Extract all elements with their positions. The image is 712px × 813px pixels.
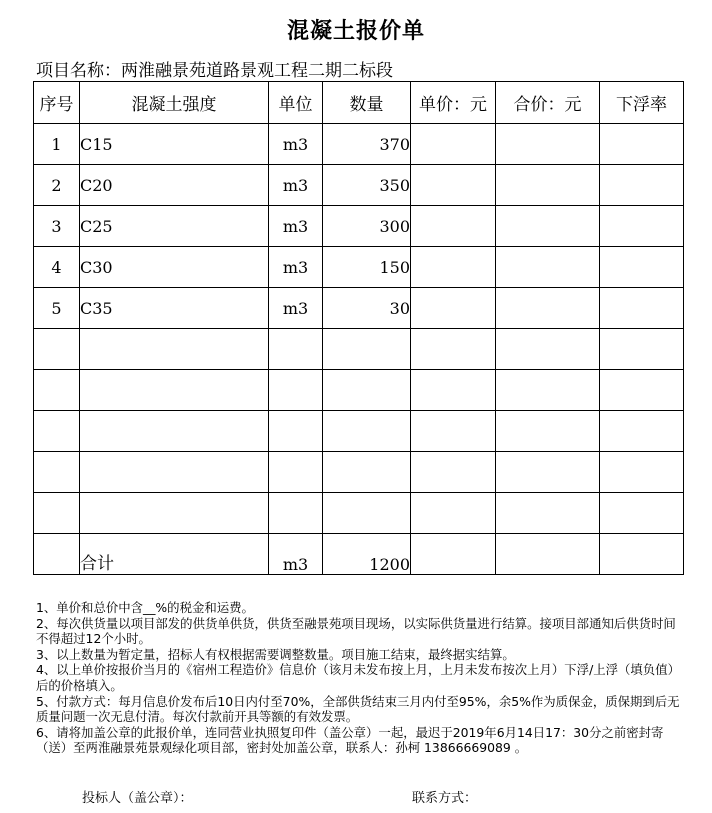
total-unit: m3 xyxy=(269,534,323,575)
cell-total[interactable] xyxy=(496,165,600,206)
cell-no: 4 xyxy=(34,247,80,288)
header-grade: 混凝土强度 xyxy=(80,82,269,124)
cell-no: 2 xyxy=(34,165,80,206)
cell-qty: 30 xyxy=(323,288,411,329)
cell-qty: 370 xyxy=(323,124,411,165)
project-name: 项目名称：两淮融景苑道路景观工程二期二标段 xyxy=(36,61,393,81)
cell-price[interactable] xyxy=(411,165,496,206)
table-row xyxy=(34,124,684,165)
note-1: 1、单价和总价中含__%的税金和运费。 xyxy=(36,600,254,615)
table-row xyxy=(34,288,684,329)
total-row xyxy=(34,534,684,575)
notes xyxy=(36,600,680,756)
cell-price[interactable] xyxy=(411,206,496,247)
cell-total[interactable] xyxy=(496,288,600,329)
cell-grade: C30 xyxy=(80,247,269,288)
cell-total[interactable] xyxy=(496,247,600,288)
cell-unit: m3 xyxy=(269,247,323,288)
cell-rate[interactable] xyxy=(600,124,684,165)
header-no: 序号 xyxy=(34,82,80,124)
header-total: 合价：元 xyxy=(496,82,600,124)
table-row xyxy=(34,247,684,288)
cell-no: 1 xyxy=(34,124,80,165)
cell-qty: 350 xyxy=(323,165,411,206)
empty-row xyxy=(34,493,684,534)
cell-grade: C35 xyxy=(80,288,269,329)
table-header-row xyxy=(34,82,684,124)
cell-total[interactable] xyxy=(496,124,600,165)
cell-price[interactable] xyxy=(411,124,496,165)
cell-rate[interactable] xyxy=(600,247,684,288)
cell-unit: m3 xyxy=(269,124,323,165)
bidder-signature-label: 投标人（盖公章）： xyxy=(82,791,193,806)
header-unit: 单位 xyxy=(269,82,323,124)
cell-total[interactable] xyxy=(496,206,600,247)
note-3: 3、以上数量为暂定量，招标人有权根据需要调整数量。项目施工结束，最终据实结算。 xyxy=(36,646,515,662)
cell-rate[interactable] xyxy=(600,165,684,206)
empty-row xyxy=(34,329,684,370)
table-row xyxy=(34,165,684,206)
note-5: 5、付款方式：每月信息价发布后10日内付至70%，全部供货结束三月内付至95%，余5%作为质保金，质保期到后无质量问题一次无息付清。每次付款前开具等额的有效发票。 xyxy=(36,693,680,725)
cell-unit: m3 xyxy=(269,165,323,206)
cell-unit: m3 xyxy=(269,206,323,247)
cell-rate[interactable] xyxy=(600,206,684,247)
cell-qty: 300 xyxy=(323,206,411,247)
cell-unit: m3 xyxy=(269,288,323,329)
quote-table xyxy=(33,81,684,575)
note-2: 2、每次供货量以项目部发的供货单供货，供货至融景苑项目现场，以实际供货量进行结算。接项目部通知后供货时间不得超过12个小时。 xyxy=(36,615,676,647)
header-qty: 数量 xyxy=(323,82,411,124)
empty-row xyxy=(34,452,684,493)
cell-grade: C20 xyxy=(80,165,269,206)
header-rate: 下浮率 xyxy=(600,82,684,124)
total-qty: 1200 xyxy=(323,534,411,575)
cell-rate[interactable] xyxy=(600,288,684,329)
cell-price[interactable] xyxy=(411,288,496,329)
header-price: 单价：元 xyxy=(411,82,496,124)
note-6: 6、请将加盖公章的此报价单，连同营业执照复印件（盖公章）一起，最迟于2019年6月14日17：30分之前密封寄（送）至两淮融景苑景观绿化项目部，密封处加盖公章，联系人：孙柯 13866669089 。 xyxy=(36,724,664,756)
contact-label: 联系方式： xyxy=(412,791,478,806)
table-row xyxy=(34,206,684,247)
page-title: 混凝土报价单 xyxy=(286,18,425,44)
total-label: 合计 xyxy=(80,534,269,575)
cell-price[interactable] xyxy=(411,247,496,288)
note-4: 4、以上单价按报价当月的《宿州工程造价》信息价（该月未发布按上月，上月未发布按次上月）下浮/上浮（填负值）后的价格填入。 xyxy=(36,662,680,693)
cell-grade: C25 xyxy=(80,206,269,247)
cell-no: 3 xyxy=(34,206,80,247)
cell-grade: C15 xyxy=(80,124,269,165)
empty-row xyxy=(34,411,684,452)
cell-no: 5 xyxy=(34,288,80,329)
empty-row xyxy=(34,370,684,411)
cell-qty: 150 xyxy=(323,247,411,288)
